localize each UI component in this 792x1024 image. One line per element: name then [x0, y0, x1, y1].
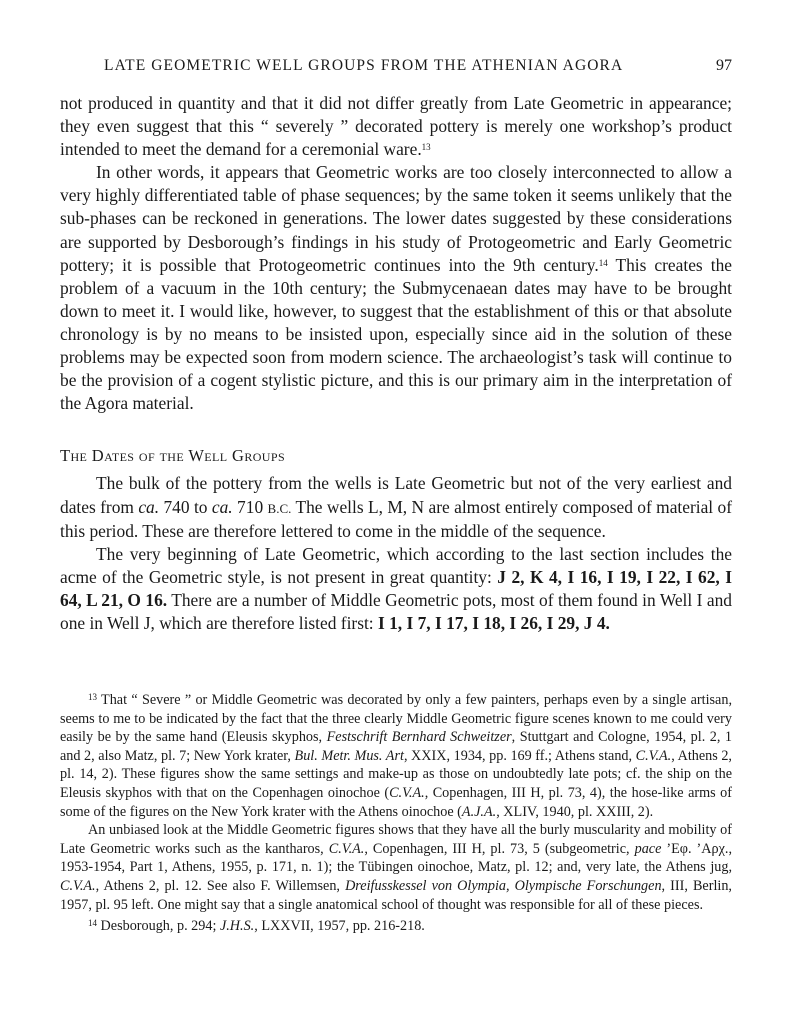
paragraph-4: The very beginning of Late Geometric, which according to the last section includes the acme of the Geometric style, is not present in great quantity: J 2, K 4, I 16, I 19, I 22, I 62, I 64, L 21, O 16. There are a number of Middle Geometric pots, most of them found in Well I and one in Well J, which are therefore listed first: I 1, I 7, I 17, I 18, I 26, I 29, J 4.	[60, 543, 732, 633]
middle-geometric-list: I 1, I 7, I 17, I 18, I 26, I 29, J 4.	[377, 612, 610, 633]
footnote-14: $^{14}$ Desborough, p. 294; J.H.S., LXXVII, 1957, pp. 216-218.	[88, 918, 425, 935]
section-heading: The Dates of the Well Groups	[60, 446, 286, 466]
paragraph-3: The bulk of the pottery from the wells is Late Geometric but not of the very earliest and dates from ca. 740 to ca. 710 B.C. The wells L, M, N are almost entirely composed of material of this period. These are therefore lettered to come in the middle of the sequence.	[60, 473, 733, 541]
footnote-13: $^{13}$ That “ Severe ” or Middle Geometric was decorated by only a few painters, perhaps even by a single artisan, seems to me to be indicated by the fact that the three clearly Middle Geometric figure scenes known to me could very easily be by the same hand (Eleusis skyphos, Festschrift Bernhard Schweitzer, Stuttgart and Cologne, 1954, pl. 2, 1 and 2, also Matz, pl. 7; New York krater, Bul. Metr. Mus. Art, XXIX, 1934, pp. 169 ff.; Athens stand, C.V.A., Athens 2, pl. 14, 2). These figures show the same settings and make-up as those on undoubtedly late pots; cf. the ship on the Eleusis skyphos with that on the Copenhagen oinochoe (C.V.A., Copenhagen, III H, pl. 73, 4), the hose-like arms of some of the figures on the New York krater with the Athens oinochoe (A.J.A., XLIV, 1940, pl. XXIII, 2).	[60, 692, 733, 820]
main-text	[60, 92, 732, 635]
footnote-13-continued: An unbiased look at the Middle Geometric figures shows that they have all the burly muscularity and mobility of Late Geometric works such as the kantharos, C.V.A., Copenhagen, III H, pl. 73, 5 (subgeometric, pace ’Eφ. ’Aρχ., 1953-1954, Part 1, Athens, 1955, p. 171, n. 1); the Tübingen oinochoe, Matz, pl. 12; and, very late, the Athens jug, C.V.A., Athens 2, pl. 12. See also F. Willemsen, Dreifusskessel von Olympia, Olympische Forschungen, III, Berlin, 1957, pl. 95 left. One might say that a single anatomical school of thought was responsible for all of these pieces.	[60, 822, 732, 913]
paragraph-2: In other words, it appears that Geometric works are too closely interconnected to allow a very highly differentiated table of phase sequences; by the same token it seems unlikely that the sub-phases can be reckoned in generations. The lower dates suggested by these considerations are supported by Desborough’s findings in his study of Protogeometric and Early Geometric pottery; it is possible that Protogeometric continues into the 9th century.$^{14}$ This creates the problem of a vacuum in the 10th century; the Submycenaean dates may have to be brought down to meet it. I would like, however, to suggest that the establishment of this or that absolute chronology is by no means to be insisted upon, especially since aid in the solution of these problems may be expected soon from modern science. The archaeologist’s task will continue to be the provision of a cogent stylistic picture, and this is our primary aim in the interpretation of the Agora material.	[60, 162, 732, 414]
running-header	[60, 57, 732, 79]
paragraph-1: not produced in quantity and that it did not differ greatly from Late Geometric in appearance; they even suggest that this “ severely ” decorated pottery is merely one workshop’s product intended to meet the demand for a ceremonial ware.$^{13}$	[60, 93, 732, 160]
page-number: 97	[716, 57, 732, 74]
footnotes	[60, 688, 732, 936]
early-lg-list: J 2, K 4, I 16, I 19, I 22, I 62, I 64, L 21, O 16.	[60, 566, 732, 610]
footnote-ref-14[interactable]: 14	[598, 257, 608, 268]
running-title: LATE GEOMETRIC WELL GROUPS FROM THE ATHENIAN AGORA	[104, 57, 624, 74]
footnote-ref-13[interactable]: 13	[421, 142, 431, 153]
